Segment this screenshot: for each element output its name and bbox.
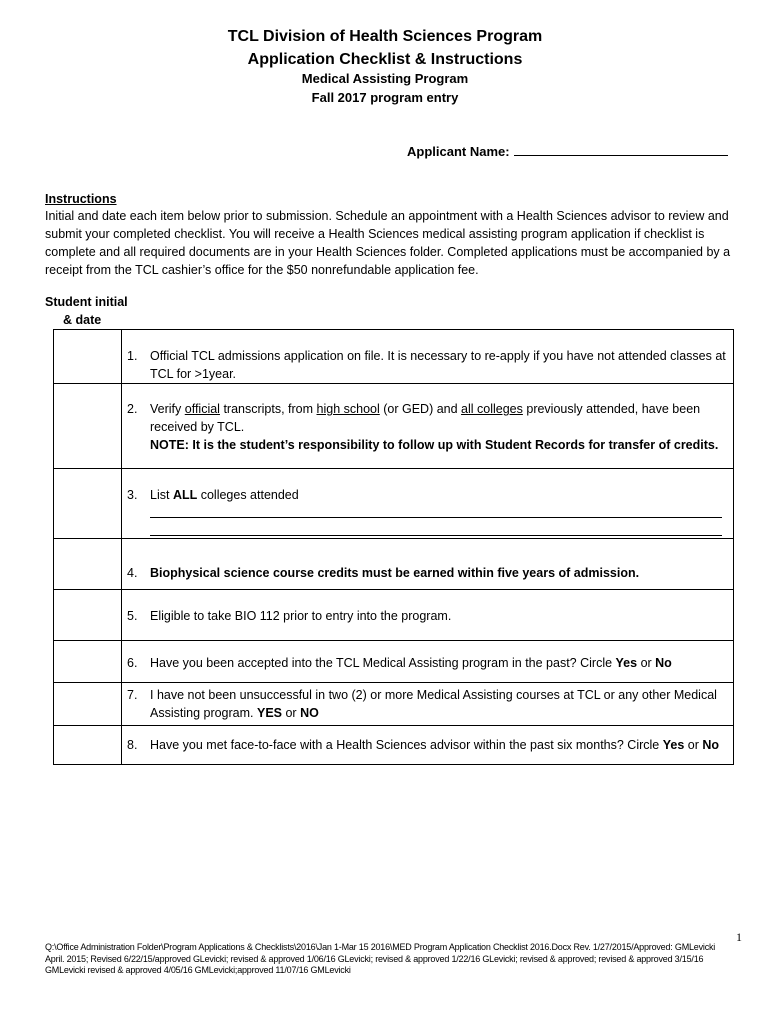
row-divider (53, 383, 734, 384)
item-number: 4. (127, 566, 138, 580)
row-divider (53, 682, 734, 683)
checklist-item-1 (127, 347, 732, 383)
item-number: 7. (127, 688, 138, 702)
yes-option[interactable]: Yes (615, 656, 638, 670)
initial-cell-7[interactable] (54, 683, 121, 725)
item-text: List ALL colleges attended (150, 488, 299, 502)
item-text: Biophysical science course credits must be earned within five years of admission. (150, 566, 640, 580)
item-number: 3. (127, 488, 138, 502)
yes-option[interactable]: Yes (662, 738, 685, 752)
student-date-heading: & date (63, 313, 102, 327)
applicant-name-field[interactable] (514, 143, 728, 156)
no-option[interactable]: No (655, 656, 672, 670)
row-divider (53, 589, 734, 590)
student-initial-heading: Student initial (45, 295, 128, 309)
colleges-line-1[interactable] (150, 517, 722, 518)
checklist-item-4 (127, 564, 732, 582)
no-option[interactable]: No (702, 738, 720, 752)
initial-cell-8[interactable] (54, 726, 121, 764)
item-text: Have you met face-to-face with a Health Sciences advisor within the past six months? Circle Yes or No (150, 738, 720, 752)
item-number: 1. (127, 349, 138, 363)
item-text: I have not been unsuccessful in two (2) or more Medical Assisting courses at TCL or any other Medical Assisting program. YES or NO (150, 688, 717, 720)
initial-cell-4[interactable] (54, 539, 121, 589)
colleges-line-2[interactable] (150, 535, 722, 536)
item-text: Have you been accepted into the TCL Medical Assisting program in the past? Circle Yes or No (150, 656, 672, 670)
checklist-item-3 (127, 486, 732, 504)
row-divider (53, 468, 734, 469)
transfer-credit-note: NOTE: It is the student’s responsibility to follow up with Student Records for transfer of credits. (150, 438, 719, 452)
yes-option[interactable]: YES (256, 706, 282, 720)
item-number: 8. (127, 738, 138, 752)
document-title: TCL Division of Health Sciences Program (227, 28, 543, 45)
item-number: 5. (127, 609, 138, 623)
initial-cell-2[interactable] (54, 384, 121, 468)
item-text: Verify official transcripts, from high school (or GED) and all colleges previously attended, have been received by TCL. (150, 402, 701, 434)
checklist-item-7 (127, 686, 732, 722)
item-number: 2. (127, 402, 138, 416)
initial-cell-3[interactable] (54, 469, 121, 538)
row-divider (53, 538, 734, 539)
applicant-name-row (407, 143, 728, 159)
document-subtitle: Application Checklist & Instructions (247, 51, 523, 68)
checklist-item-6 (127, 654, 732, 672)
item-text: Eligible to take BIO 112 prior to entry into the program. (150, 609, 452, 623)
row-divider (53, 725, 734, 726)
initial-cell-5[interactable] (54, 590, 121, 640)
checklist-item-8 (127, 736, 732, 754)
checklist-item-5 (127, 607, 732, 625)
applicant-name-label: Applicant Name: (407, 144, 510, 159)
program-entry: Fall 2017 program entry (311, 90, 459, 105)
table-column-divider (121, 329, 122, 765)
initial-cell-6[interactable] (54, 641, 121, 682)
no-option[interactable]: NO (300, 706, 319, 720)
page-number: 1 (736, 930, 742, 944)
item-number: 6. (127, 656, 138, 670)
revision-footer: Q:\Office Administration Folder\Program Applications & Checklists\2016\Jan 1-Mar 15 2016\MED Program Application Checklist 2016.Docx Rev. 1/27/2015/Approved: GMLevicki April. 2015; Revised 6/22/15/approved GLevicki; revised & approved 1/06/16 GLevicki; revised & approved 1/22/16 GLevicki; revised & approved; revised & approved 3/15/16 GMLevicki revised & approved 4/05/16 GMLevicki;approved 11/07/16 GMLevicki (45, 942, 716, 975)
instructions-heading: Instructions (45, 192, 117, 206)
initial-cell-1[interactable] (54, 330, 121, 383)
instructions-text: Initial and date each item below prior to submission. Schedule an appointment with a Health Sciences advisor to review and submit your completed checklist. You will receive a Health Sciences medical assisting program application if checklist is complete and all required documents are in your Health Sciences folder. Completed applications must be accompanied by a receipt from the TCL cashier’s office for the $50 nonrefundable application fee. (45, 209, 731, 277)
row-divider (53, 640, 734, 641)
checklist-item-2 (127, 400, 732, 454)
item-text: Official TCL admissions application on file. It is necessary to re-apply if you have not attended classes at TCL for >1year. (150, 349, 726, 381)
program-name: Medical Assisting Program (301, 71, 469, 86)
